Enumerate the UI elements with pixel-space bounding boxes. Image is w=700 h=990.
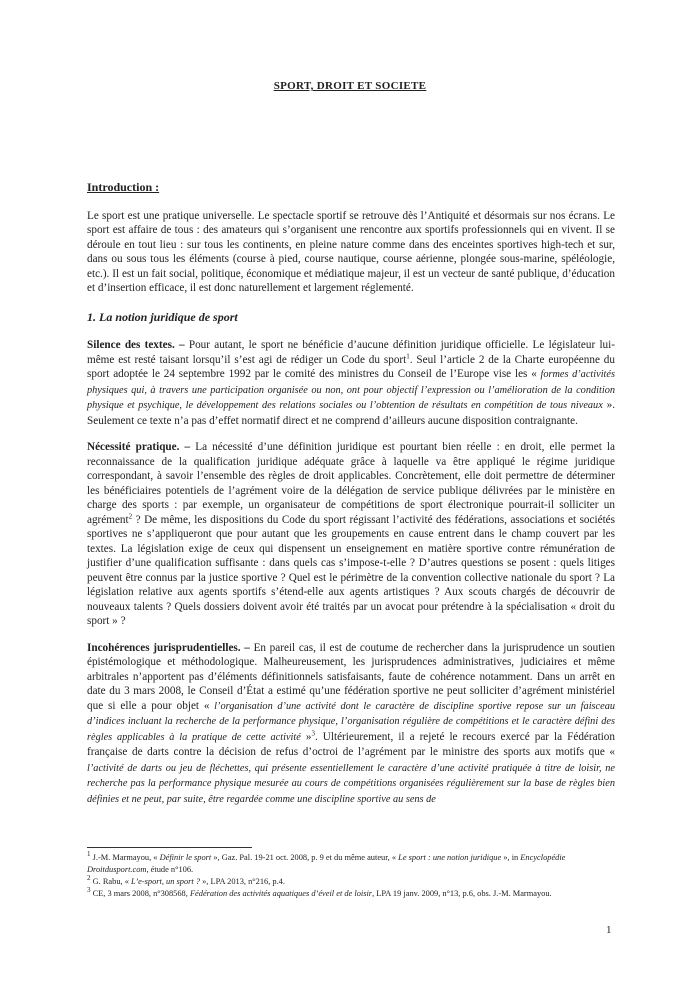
paragraph-silence-des-textes: [87, 338, 615, 428]
paragraph-lead: Nécessité pratique. –: [87, 441, 191, 453]
footnote-title: Définir le sport: [159, 853, 212, 862]
paragraph-incoherences-jurisprudentielles: [87, 641, 615, 808]
paragraph-lead: Incohérences jurisprudentielles. –: [87, 641, 250, 654]
footnote-text: CE, 3 mars 2008, n°308568,: [90, 889, 190, 898]
footnote: [87, 852, 615, 876]
footnote-text: », in: [501, 853, 521, 862]
paragraph-text: Pour autant, le sport ne bénéficie d’aucune définition juridique officielle. Le législateur lui-même est resté taisant lorsqu’il s’est agi de rédiger un Code du sport: [87, 339, 615, 366]
footnote-text: , étude n°106.: [146, 865, 194, 874]
section-heading: 1. La notion juridique de sport: [87, 309, 238, 324]
paragraph-text: La nécessité d’une définition juridique est pourtant bien réelle : en droit, elle permet la reconnaissance de la qualification juridique adéquate grâce à laquelle va être appliqué le régime juridique correspondant, à savoir l’ensemble des règles de droit applicables. Concrètement, elle doit permettre de déterminer les bénéficiaires potentiels de l’agrément voire de la délégation de service publique délivrées par le ministère en charge des sports : par exemple, un organisateur de compétitions de sport électronique pourrait-il solliciter un agrément: [87, 441, 615, 526]
footnote-number: 1: [87, 850, 91, 859]
footnote-separator: [87, 847, 252, 848]
intro-paragraph: Le sport est une pratique universelle. Le spectacle sportif se retrouve dès l’Antiquité et désormais sur nos écrans. Le sport est affaire de tous : des amateurs qui s’organisent une rencontre aux sportifs professionnels qui en vivent. Il se déroule en tout lieu : sur tous les continents, en pleine nature comme dans des enceintes sportives high-tech et sur, dans ou sous tous les éléments (course à pied, course nautique, course aérienne, plongée sous-marine, spéléologie, etc.). Il est un fait social, politique, économique et médiatique majeur, il est un vecteur de santé publique, d’éducation et d’insertion efficace, il est donc naturellement et largement réglementé.: [87, 209, 615, 294]
paragraph-text: . Seul l’article 2 de la Charte européenne du sport adoptée le 24 septembre 1992 par le comité des ministres du Conseil de l’Europe vise les «: [87, 353, 615, 380]
court-quote: l’activité de darts ou jeu de fléchettes, qui présente essentiellement le caractère d’une activité pratiquée à titre de loisir, ne recherche pas la performance physique mesurée au cours de compétitions organisées régulièrement sur la base de règles bien définies et ne peut, par suite, être regardée comme une discipline sportive au sens de: [87, 762, 615, 805]
footnotes: [87, 852, 615, 900]
paragraph-text: ». Seulement ce texte n’a pas d’effet normatif direct et ne comprend d’ailleurs aucune disposition contraignante.: [87, 399, 616, 427]
footnote-title: Le sport : une notion juridique: [398, 853, 502, 862]
footnote-text: , LPA 19 janv. 2009, n°13, p.6, obs. J.-M. Marmayou.: [372, 889, 552, 898]
footnote-ref[interactable]: 1: [406, 351, 410, 360]
footnote-text: G. Rabu, «: [90, 877, 131, 886]
footnote-text: J.-M. Marmayou, «: [90, 853, 160, 862]
paragraph-text: . Ultérieurement, il a rejeté le recours exercé par la Fédération française de darts contre la décision de refus d’octroi de l’agrément par le ministre des sports aux motifs que «: [87, 730, 615, 758]
court-quote: l’organisation d’une activité dont le caractère de discipline sportive repose sur un faisceau d’indices incluant la recherche de la performance physique, l’organisation régulière de compétitions et le caractère défini des règles applicables à la pratique de cette activité: [87, 700, 615, 743]
document-body: [87, 180, 615, 819]
footnote: [87, 888, 615, 900]
paragraph-text: ? De même, les dispositions du Code du sport régissant l’activité des fédérations, associations et sociétés sportives ne s’appliqueront que pour autant que les groupements en cause entrent dans le champ couvert par les textes. La législation exige de ceux qui dispensent un enseignement en matière sportive contre rémunération de justifier d’une qualification suffisante : dans quels cas s’impose-t-elle ? D’autres questions se posent : quels litiges peuvent être connus par la justice sportive ? Quel est le périmètre de la convention collective nationale du sport ? La législation relative aux agents sportifs s’étend-elle aux agents artistiques ? Aux scouts chargés de découvrir de nouveaux talents ? Quels dossiers doivent avoir été traités par un avocat pour prétendre à la spécialisation « droit du sport » ?: [87, 513, 615, 627]
charter-quote: formes d’activités physiques qui, à travers une participation organisée ou non, ont pour objectif l’expression ou l’amélioration de la condition physique et psychique, le développement des relations sociales ou l’obtention de résultats en compétition de tous niveaux: [87, 369, 615, 411]
document-title: SPORT, DROIT ET SOCIETE: [273, 80, 427, 92]
footnote-title: Fédération des activités aquatiques d’éveil et de loisir: [189, 889, 373, 898]
footnote: [87, 876, 615, 888]
paragraph-necessite-pratique: [87, 440, 615, 629]
page-number: 1: [606, 924, 612, 936]
footnote-text: », LPA 2013, n°216, p.4.: [200, 877, 285, 886]
footnote-ref[interactable]: 3: [311, 728, 315, 737]
paragraph-text: En pareil cas, il est de coutume de rechercher dans la jurisprudence un soutien épistémologique et méthodologique. Malheureusement, les jurisprudences administratives, judiciaires et même arbitrales n’apportent pas d’éléments définitionnels satisfaisants, faute de cohérence notamment. Dans un arrêt en date du 3 mars 2008, le Conseil d’État a estimé qu’une fédération sportive ne peut solliciter d’agrément ministériel que si elle a pour objet «: [87, 641, 615, 712]
footnote-text: », Gaz. Pal. 19-21 oct. 2008, p. 9 et du même auteur, «: [211, 853, 399, 862]
footnote-title: Encyclopédie Droitdusport.com: [87, 853, 566, 874]
paragraph-text: »: [300, 730, 312, 743]
intro-heading: Introduction :: [87, 180, 160, 194]
footnote-number: 2: [87, 874, 91, 883]
footnote-title: L’e-sport, un sport ?: [130, 877, 201, 886]
paragraph-lead: Silence des textes. –: [87, 339, 185, 351]
footnote-number: 3: [87, 886, 91, 895]
footnote-ref[interactable]: 2: [128, 511, 133, 520]
